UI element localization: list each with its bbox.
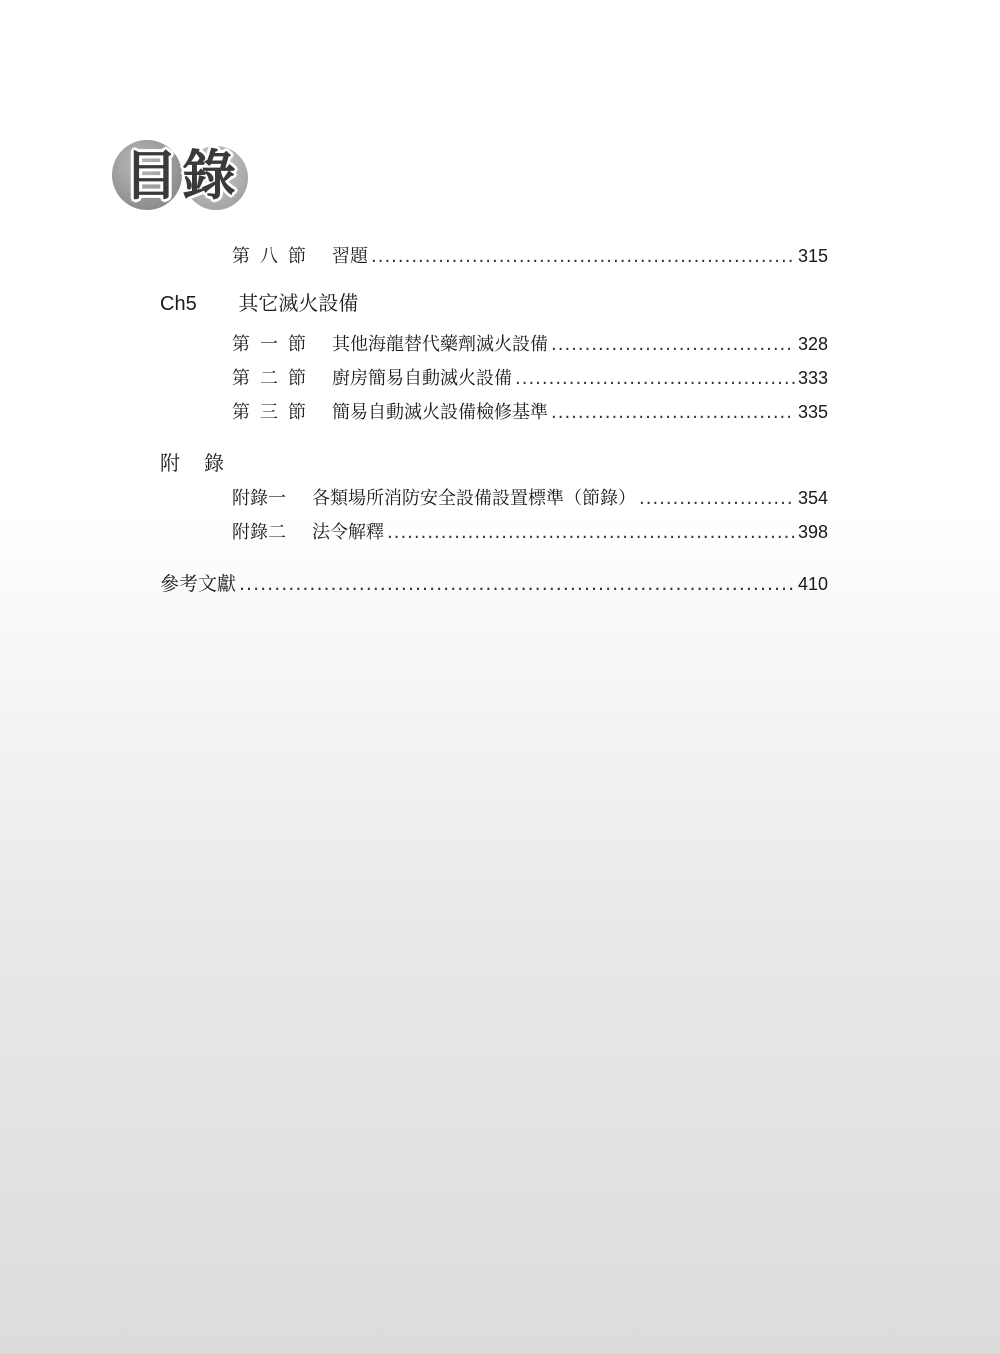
page-number: 398 xyxy=(797,522,828,542)
dot-leader xyxy=(551,401,795,425)
chapter-title: 其它滅火設備 xyxy=(238,291,359,315)
dot-leader xyxy=(239,572,795,596)
appendix-label: 附錄一 xyxy=(232,488,286,509)
toc-entry[interactable] xyxy=(232,520,828,545)
toc-entry[interactable] xyxy=(232,400,828,425)
dot-leader xyxy=(371,245,795,269)
page-number: 354 xyxy=(797,488,828,508)
section-label: 第一節 xyxy=(232,334,316,355)
toc-entry[interactable] xyxy=(232,486,828,511)
page-number: 335 xyxy=(797,402,828,422)
toc-heading xyxy=(112,140,242,214)
dot-leader xyxy=(387,521,795,545)
section-title: 簡易自動滅火設備檢修基準 xyxy=(332,402,548,423)
dot-leader xyxy=(639,487,795,511)
section-label: 第二節 xyxy=(232,368,316,389)
toc-entry[interactable] xyxy=(232,332,828,357)
toc-entry[interactable] xyxy=(232,244,828,269)
section-label: 第三節 xyxy=(232,402,316,423)
section-title: 其他海龍替代藥劑滅火設備 xyxy=(332,334,548,355)
page-number: 328 xyxy=(797,334,828,354)
section-title: 習題 xyxy=(332,246,368,267)
references-title: 參考文獻 xyxy=(160,573,237,595)
dot-leader xyxy=(515,367,795,391)
toc-entry[interactable] xyxy=(232,366,828,391)
dot-leader xyxy=(551,333,795,357)
appendix-heading[interactable]: 附錄 xyxy=(160,451,248,475)
section-label: 第八節 xyxy=(232,246,316,267)
page-number: 333 xyxy=(797,368,828,388)
page-number: 315 xyxy=(797,246,828,266)
toc-entry[interactable] xyxy=(160,572,828,596)
page-number: 410 xyxy=(797,574,828,594)
chapter-number: Ch5 xyxy=(160,293,197,315)
section-title: 廚房簡易自動滅火設備 xyxy=(332,368,512,389)
appendix-label: 附錄二 xyxy=(232,522,286,543)
appendix-title: 各類場所消防安全設備設置標準（節錄） xyxy=(312,488,636,509)
chapter-heading[interactable] xyxy=(160,290,358,317)
page-title: 目錄 xyxy=(124,144,240,207)
appendix-title: 法令解釋 xyxy=(312,522,384,543)
